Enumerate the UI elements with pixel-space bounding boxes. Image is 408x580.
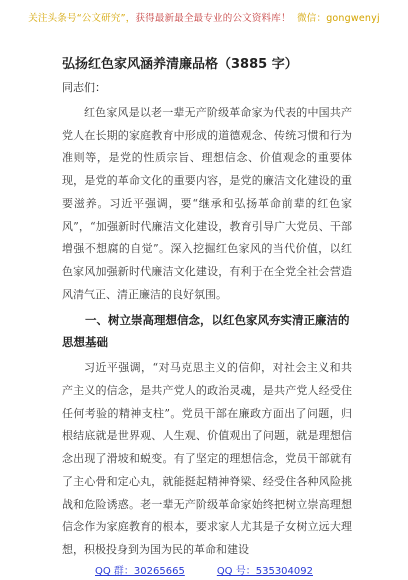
qq-group-link[interactable]: QQ 群：30265665 bbox=[94, 566, 185, 577]
footer-contacts bbox=[0, 562, 408, 577]
paragraph-intro: 红色家风是以老一辈无产阶级革命家为代表的中国共产党人在长期的家庭教育中形成的道德观念、传统习惯和行为准则等，是党的性质宗旨、理想信念、价值观念的重要体现，是党的革命文化的重要内容，是党的廉洁文化建设的重要滋养。习近平强调，要“继承和弘扬革命前辈的红色家风”，“加强新时代廉洁文化建设，教育引导广大党员、干部增强不想腐的自觉”。深入挖掘红色家风的当代价值，以红色家风加强新时代廉洁文化建设，有利于在全党全社会营造风清气正、清正廉洁的良好氛围。 bbox=[62, 106, 352, 301]
document-page bbox=[62, 56, 352, 562]
top-banner bbox=[0, 10, 408, 24]
greeting: 同志们： bbox=[62, 81, 106, 94]
paragraph-section-1: 习近平强调，“对马克思主义的信仰，对社会主义和共产主义的信念，是共产党人的政治灵魂，是共产党人经受住任何考验的精神支柱”。党员干部在廉政方面出了问题，归根结底就是世界观、人生观、价值观出了问题，就是理想信念出现了滑坡和蜕变。有了坚定的理想信念，党员干部就有了主心骨和定心丸，就能挺起精神脊梁、经受住各种风险挑战和危险诱惑。老一辈无产阶级革命家始终把树立崇高理想信念作为家庭教育的根本，要求家人尤其是子女树立远大理想，积极投身到为国为民的革命和建设 bbox=[62, 361, 352, 556]
qq-number-link[interactable]: QQ 号：535304092 bbox=[216, 566, 313, 577]
banner-wechat-text: 微信：gongwenyj bbox=[297, 13, 380, 24]
banner-follow-text: 关注头条号“公文研究”， bbox=[28, 13, 136, 24]
section-heading-1: 一、树立崇高理想信念，以红色家风夯实清正廉洁的思想基础 bbox=[62, 313, 350, 350]
document-title: 弘扬红色家风涵养清廉品格（3885 字） bbox=[62, 57, 298, 72]
banner-promo-text: 获得最新最全最专业的公文资料库！ bbox=[135, 13, 291, 24]
